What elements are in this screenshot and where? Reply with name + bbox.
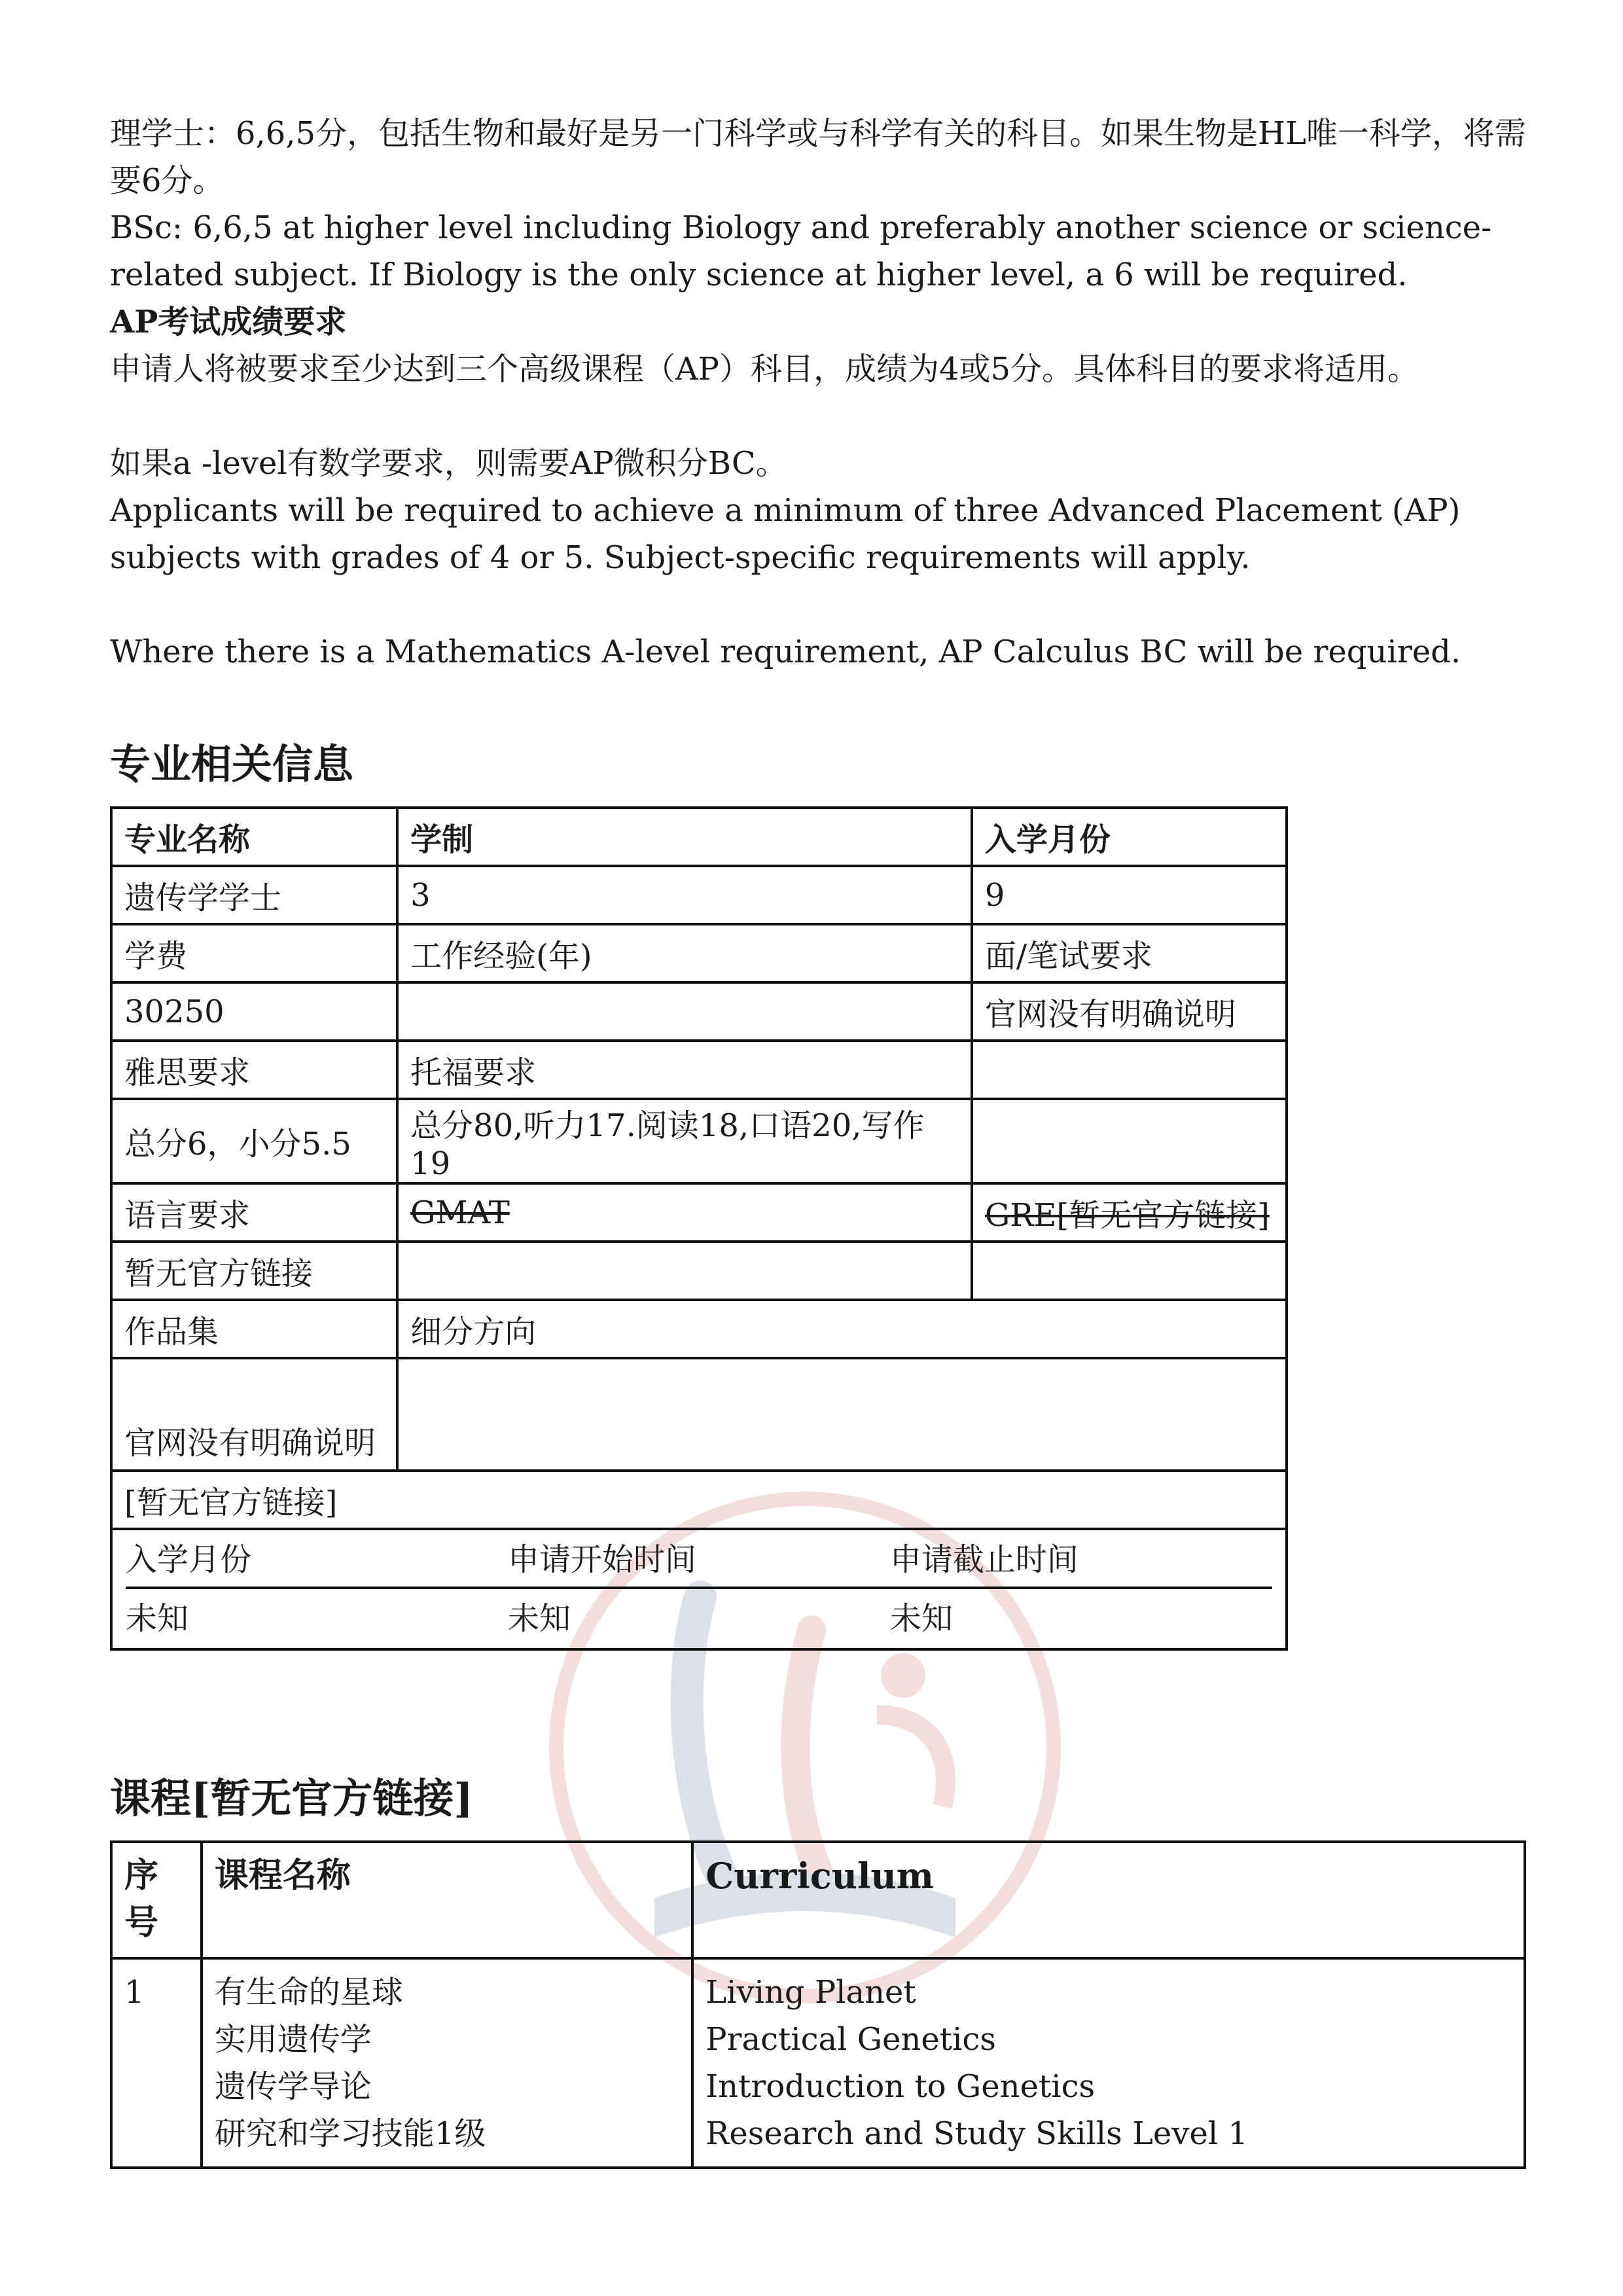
header-duration: 学制: [397, 808, 972, 866]
table-row: [111, 1041, 1287, 1099]
gmat-label: GMAT: [397, 1183, 972, 1242]
ap-heading: AP考试成绩要求: [110, 304, 347, 340]
interview-value: 官网没有明确说明: [972, 982, 1287, 1041]
list-item: Practical Genetics: [705, 2021, 996, 2058]
dates-header-start: 申请开始时间: [508, 1530, 890, 1589]
toefl-label: 托福要求: [397, 1041, 972, 1099]
application-dates: [111, 1529, 1287, 1649]
list-item: 有生命的星球: [214, 1974, 403, 2011]
list-item: Research and Study Skills Level 1: [705, 2115, 1248, 2152]
intake-month-value: 9: [972, 866, 1287, 924]
dates-header-end: 申请截止时间: [890, 1530, 1272, 1589]
list-item: 遗传学导论: [214, 2068, 372, 2105]
program-info-heading: 专业相关信息: [110, 740, 354, 788]
list-item: 实用遗传学: [214, 2021, 372, 2058]
header-intake-month: 入学月份: [972, 808, 1287, 866]
gre-label: GRE[暂无官方链接]: [972, 1183, 1287, 1242]
language-link-value: 暂无官方链接: [111, 1242, 397, 1300]
table-row: [111, 1471, 1287, 1529]
table-row: [111, 808, 1287, 866]
table-row: [111, 982, 1287, 1041]
tuition-label: 学费: [111, 924, 397, 982]
work-experience-label: 工作经验(年): [397, 924, 972, 982]
portfolio-label: 作品集: [111, 1300, 397, 1358]
major-value: 遗传学学士: [111, 866, 397, 924]
course-names-en: [692, 1958, 1525, 2168]
table-row: [111, 1958, 1525, 2168]
header-curriculum: Curriculum: [692, 1842, 1525, 1958]
table-row: [111, 1529, 1287, 1649]
no-official-link: [暂无官方链接]: [111, 1471, 1287, 1529]
duration-value: 3: [397, 866, 972, 924]
work-experience-value: [397, 982, 972, 1041]
table-row: [111, 924, 1287, 982]
list-item: 研究和学习技能1级: [214, 2115, 486, 2152]
header-number: 序号: [111, 1842, 202, 1958]
language-label: 语言要求: [111, 1183, 397, 1242]
dates-end-value: 未知: [889, 1600, 953, 1637]
portfolio-value: 官网没有明确说明: [111, 1358, 397, 1471]
empty-cell: [972, 1099, 1287, 1183]
ib-requirement-cn: 理学士：6,6,5分，包括生物和最好是另一门科学或与科学有关的科目。如果生物是HL唯一科学，将需要6分。: [110, 115, 1526, 199]
ielts-value: 总分6，小分5.5: [111, 1099, 397, 1183]
ap-requirement-cn: 申请人将被要求至少达到三个高级课程（AP）科目，成绩为4或5分。具体科目的要求将适用。: [110, 351, 1419, 387]
table-row: [111, 1358, 1287, 1471]
table-row: [111, 1099, 1287, 1183]
toefl-value: 总分80,听力17.阅读18,口语20,写作19: [397, 1099, 972, 1183]
math-requirement-en: Where there is a Mathematics A-level requirement, AP Calculus BC will be required.: [110, 634, 1461, 670]
empty-cell: [397, 1242, 972, 1300]
header-course-name: 课程名称: [202, 1842, 692, 1958]
list-item: Introduction to Genetics: [705, 2068, 1096, 2105]
table-row: [111, 1183, 1287, 1242]
ielts-label: 雅思要求: [111, 1041, 397, 1099]
table-row: [111, 1242, 1287, 1300]
empty-cell: [972, 1041, 1287, 1099]
table-row: [111, 1842, 1525, 1958]
dates-header-month: 入学月份: [126, 1530, 508, 1589]
program-info-table: [110, 806, 1288, 1651]
interview-label: 面/笔试要求: [972, 924, 1287, 982]
courses-table: [110, 1840, 1526, 2169]
tuition-value: 30250: [111, 982, 397, 1041]
list-item: Living Planet: [705, 1974, 916, 2011]
intro-section: [110, 110, 1537, 675]
dates-start-value: 未知: [507, 1600, 571, 1637]
course-names-cn: [202, 1958, 692, 2168]
table-row: [111, 1300, 1287, 1358]
header-major: 专业名称: [111, 808, 397, 866]
direction-label: 细分方向: [397, 1300, 1287, 1358]
table-row: [111, 866, 1287, 924]
empty-cell: [972, 1242, 1287, 1300]
course-number: 1: [111, 1958, 202, 2168]
ap-requirement-en: Applicants will be required to achieve a minimum of three Advanced Placement (AP) subjects with grades of 4 or 5. Subject-specific requirements will apply.: [110, 492, 1461, 576]
ib-requirement-en: BSc: 6,6,5 at higher level including Biology and preferably another science or science-related subject. If Biology is the only science at higher level, a 6 will be required.: [110, 209, 1492, 293]
dates-month-value: 未知: [126, 1600, 189, 1637]
courses-heading: 课程[暂无官方链接]: [110, 1774, 473, 1822]
direction-value: [397, 1358, 1287, 1471]
math-requirement-cn: 如果a -level有数学要求，则需要AP微积分BC。: [110, 445, 787, 482]
